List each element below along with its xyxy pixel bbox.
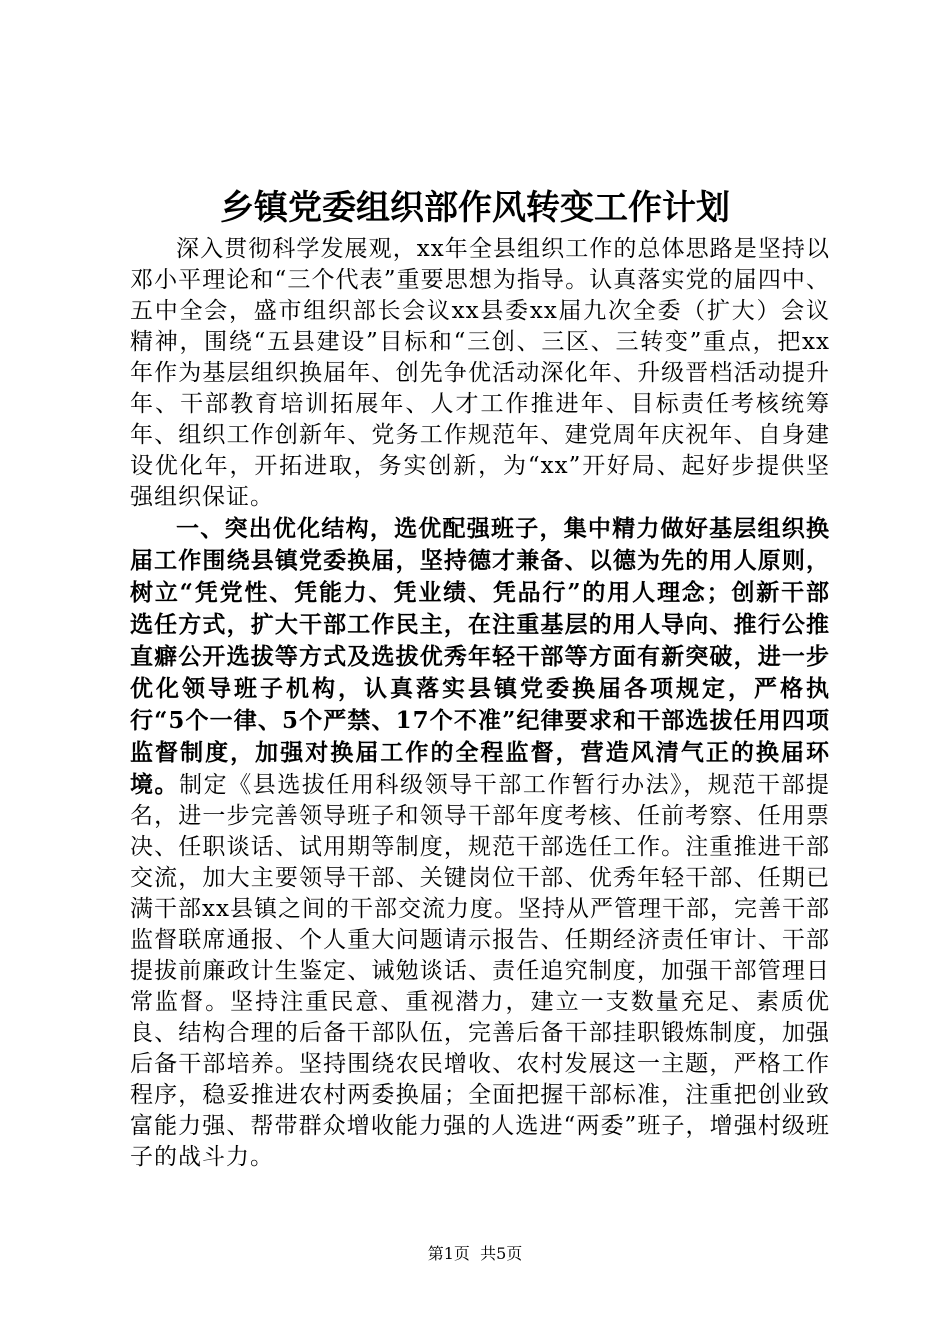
document-body xyxy=(130,234,830,1173)
section-1-body-text: 制定《县选拔任用科级领导干部工作暂行办法》，规范干部提名，进一步完善领导班子和领导干部年度考核、任前考察、任用票决、任职谈话、试用期等制度，规范干部选任工作。注重推进干部交流，加大主要领导干部、关键岗位干部、优秀年轻干部、任期已满干部xx县镇之间的干部交流力度。坚持从严管理干部，完善干部监督联席通报、个人重大问题请示报告、任期经济责任审计、干部提拔前廉政计生鉴定、诫勉谈话、责任追究制度，加强干部管理日常监督。坚持注重民意、重视潜力，建立一支数量充足、素质优良、结构合理的后备干部队伍，完善后备干部挂职锻炼制度，加强后备干部培养。坚持围绕农民增收、农村发展这一主题，严格工作程序，稳妥推进农村两委换届；全面把握干部标准，注重把创业致富能力强、帮带群众增收能力强的人选进“两委”班子，增强村级班子的战斗力。 xyxy=(130,772,831,1170)
paragraph-intro: 深入贯彻科学发展观，xx年全县组织工作的总体思路是坚持以邓小平理论和“三个代表”重要思想为指导。认真落实党的届四中、五中全会，盛市组织部长会议xx县委xx届九次全委（扩大）会议精神，围绕“五县建设”目标和“三创、三区、三转变”重点，把xx年作为基层组织换届年、创先争优活动深化年、升级晋档活动提升年、干部教育培训拓展年、人才工作推进年、目标责任考核统筹年、组织工作创新年、党务工作规范年、建党周年庆祝年、自身建设优化年，开拓进取，务实创新，为“xx”开好局、起好步提供坚强组织保证。 xyxy=(130,236,830,510)
page-footer xyxy=(0,1243,950,1265)
page-number-current: 第1页 xyxy=(427,1244,470,1263)
paragraph-section-1 xyxy=(130,513,830,1173)
document-title: 乡镇党委组织部作风转变工作计划 xyxy=(220,188,730,228)
page-number-total: 共5页 xyxy=(480,1244,523,1263)
section-1-heading-text: 一、突出优化结构，选优配强班子，集中精力做好基层组织换届工作围绕县镇党委换届，坚持德才兼备、以德为先的用人原则，树立“凭党性、凭能力、凭业绩、凭品行”的用人理念；创新干部选任方式，扩大干部工作民主，在注重基层的用人导向、推行公推直癖公开选拔等方式及选拔优秀年轻干部等方面有新突破，进一步优化领导班子机构，认真落实县镇党委换届各项规定，严格执行“5个一律、5个严禁、17个不准”纪律要求和干部选拔任用四项监督制度，加强对换届工作的全程监督，营造风清气正的换届环境。 xyxy=(130,515,830,798)
